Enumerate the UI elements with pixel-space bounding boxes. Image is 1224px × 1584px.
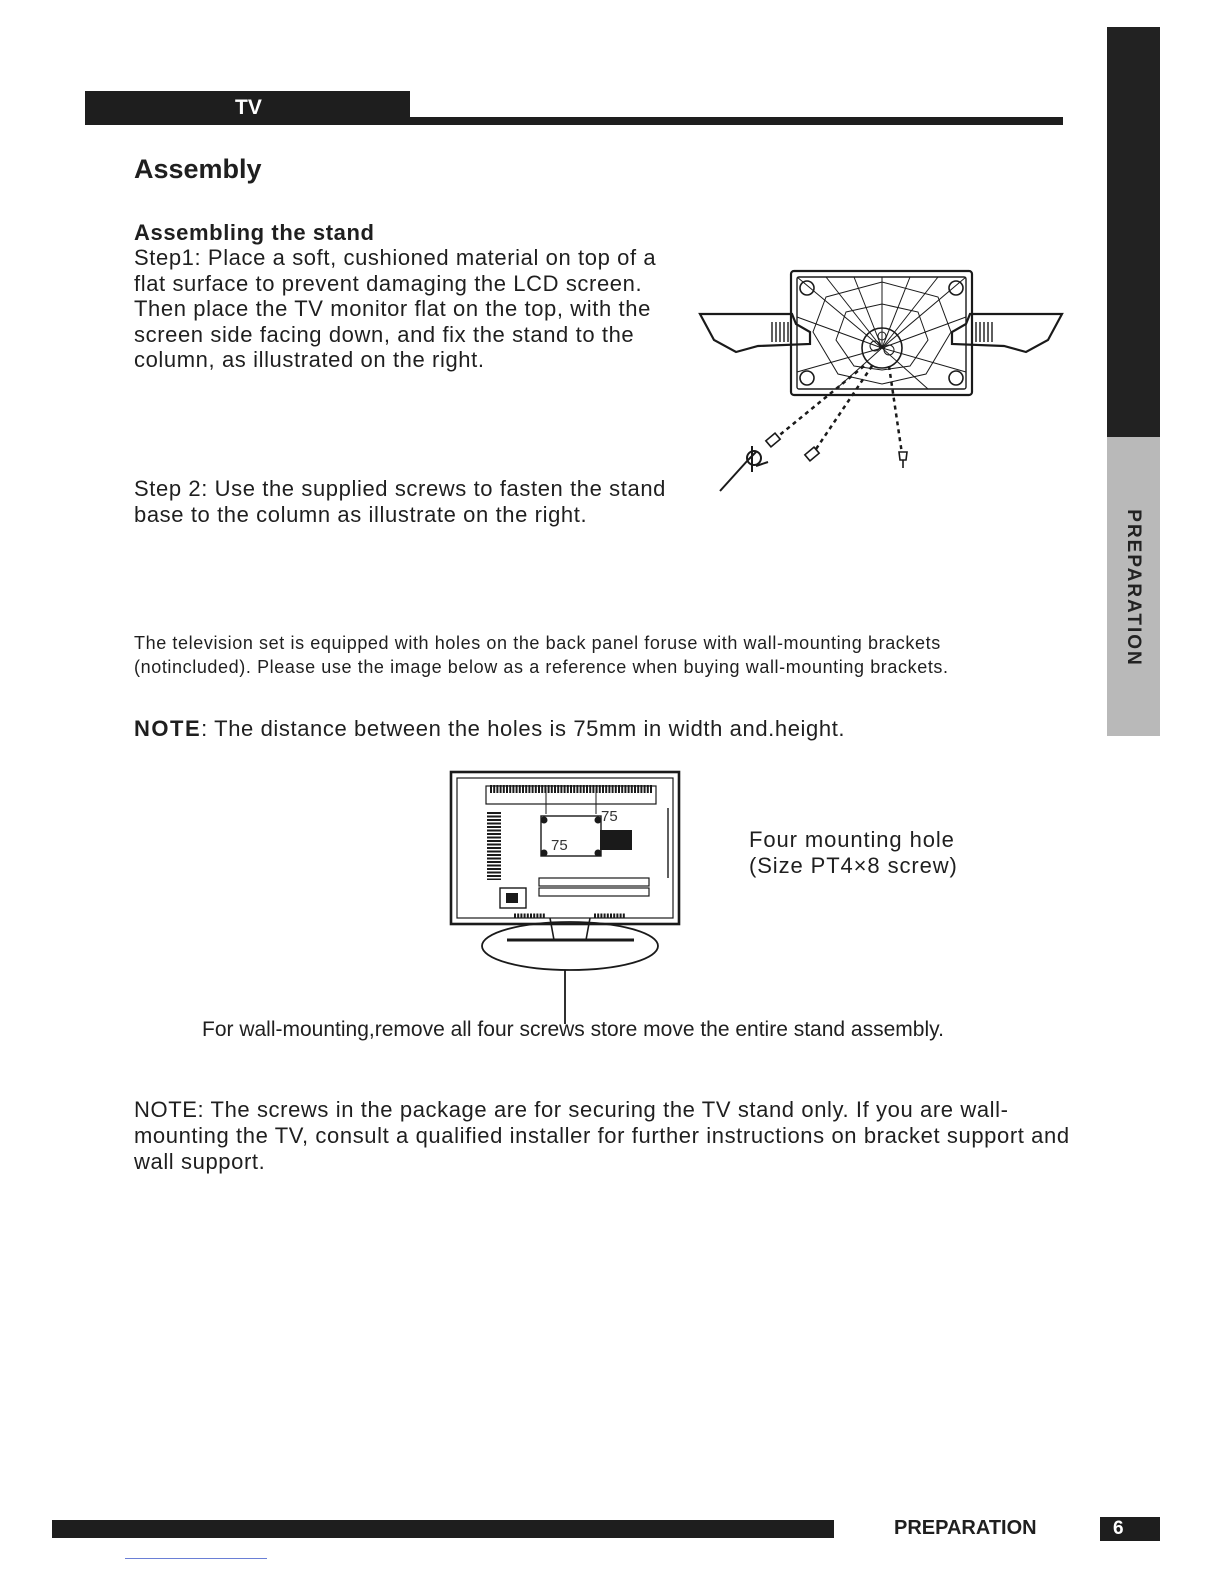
footer-bar: [52, 1520, 834, 1538]
footer-section-label: PREPARATION: [894, 1517, 1037, 1539]
header-tab: TV: [85, 91, 410, 125]
page-title: Assembly: [134, 154, 262, 184]
mounting-holes-line1: Four mounting hole: [749, 827, 955, 852]
dim-width: 75: [601, 808, 618, 825]
subheading: Assembling the stand: [134, 220, 375, 245]
step1-text: Step1: Place a soft, cushioned material on top of a flat surface to prevent damaging the LCD screen. Then place the TV monitor flat on the top, with the screen side facing down, and fix the stand to the column, as illustrated on the right.: [134, 245, 657, 372]
note-label: NOTE: [134, 716, 202, 741]
note-screws: NOTE: The screws in the package are for securing the TV stand only. If you are wall-mounting the TV, consult a qualified installer for further instructions on bracket support and wall support.: [134, 1097, 1070, 1174]
tv-back-panel-diagram: [446, 768, 686, 1028]
note-hole-distance: [134, 716, 845, 742]
stand-assembly-diagram: [696, 262, 1068, 504]
dim-height: 75: [551, 837, 568, 854]
side-tab-label: PREPARATION: [1123, 509, 1144, 667]
step2-text: Step 2: Use the supplied screws to fasten the stand base to the column as illustrate on the right.: [134, 476, 667, 527]
mounting-holes-line2: (Size PT4×8 screw): [749, 853, 958, 878]
page-number: 6: [1100, 1517, 1160, 1541]
wall-mount-info: The television set is equipped with holes on the back panel foruse with wall-mounting brackets (notincluded). Please use the image below as a reference when buying wall-mounting brackets.: [134, 633, 949, 677]
mounting-holes-label: [749, 827, 958, 879]
side-tab-dark: [1107, 27, 1160, 437]
wall-mount-caption: For wall-mounting,remove all four screws store move the entire stand assembly.: [202, 1018, 944, 1041]
note-text: : The distance between the holes is 75mm in width and.height.: [201, 716, 846, 741]
footer-underline: [125, 1558, 267, 1559]
